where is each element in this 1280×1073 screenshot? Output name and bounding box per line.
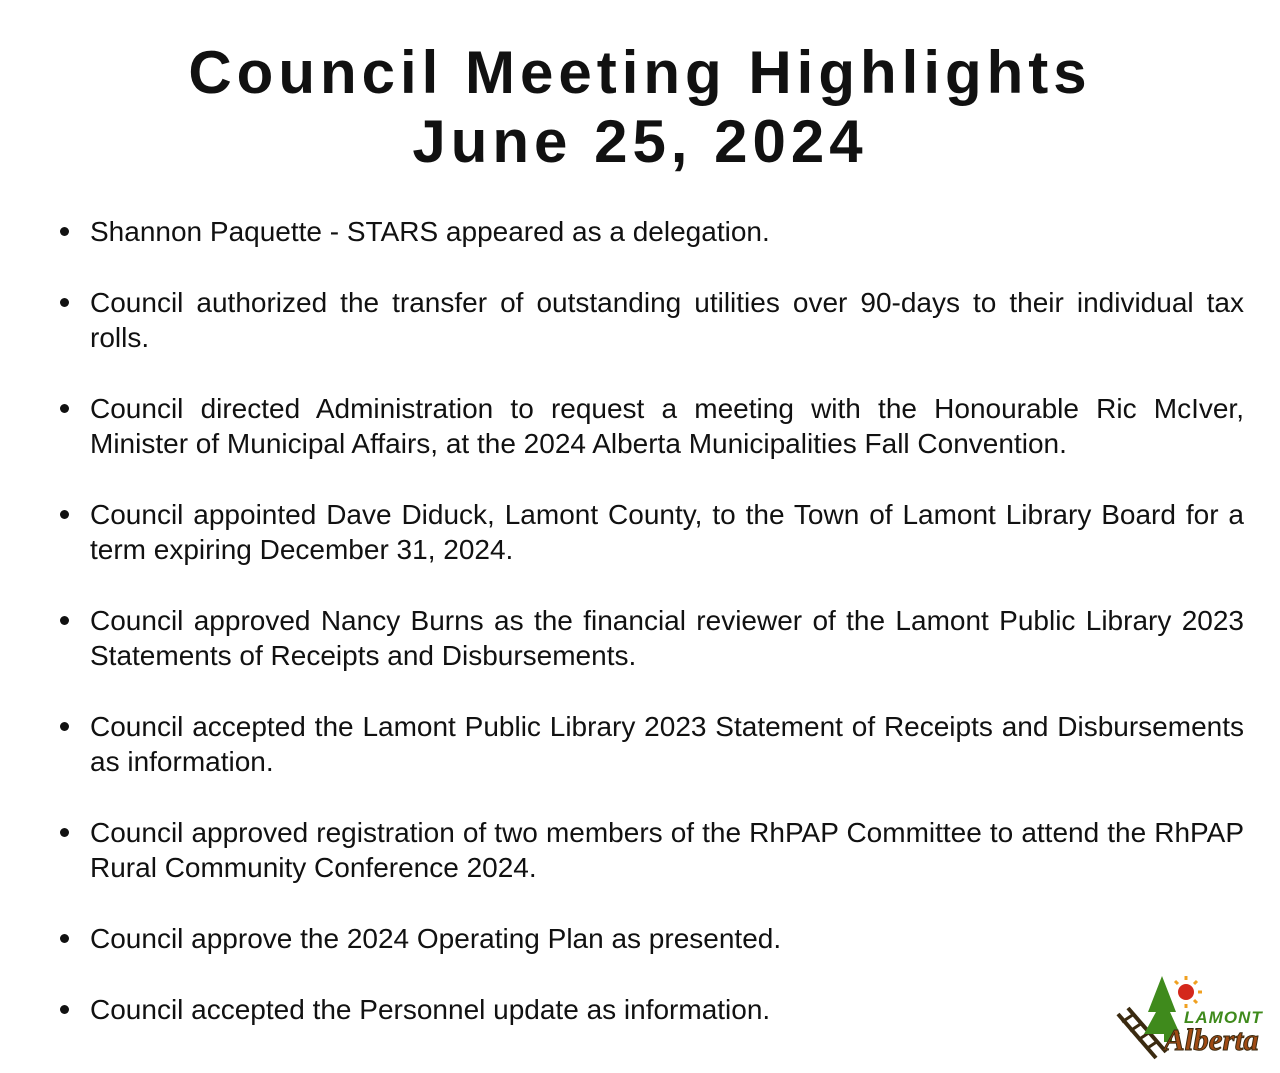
highlight-item xyxy=(60,992,1244,1027)
title-block xyxy=(0,38,1280,176)
highlight-text: Council approved Nancy Burns as the financial reviewer of the Lamont Public Library 2023 Statements of Receipts and Disbursements. xyxy=(90,605,1244,671)
bullet-icon xyxy=(60,1005,69,1014)
highlight-item xyxy=(60,709,1244,779)
bullet-icon xyxy=(60,934,69,943)
highlight-text: Council accepted the Lamont Public Library 2023 Statement of Receipts and Disbursements as information. xyxy=(90,711,1244,777)
highlight-item xyxy=(60,815,1244,885)
highlight-item xyxy=(60,214,1244,249)
highlight-item xyxy=(60,391,1244,461)
highlight-item xyxy=(60,497,1244,567)
bullet-icon xyxy=(60,722,69,731)
logo-text-lamont: LAMONT xyxy=(1184,1008,1263,1027)
bullet-icon xyxy=(60,227,69,236)
highlight-text: Council appointed Dave Diduck, Lamont County, to the Town of Lamont Library Board for a term expiring December 31, 2024. xyxy=(90,499,1244,565)
bullet-icon xyxy=(60,298,69,307)
highlight-text: Council authorized the transfer of outstanding utilities over 90-days to their individual tax rolls. xyxy=(90,287,1244,353)
highlight-text: Council approve the 2024 Operating Plan as presented. xyxy=(90,923,782,954)
sun-icon xyxy=(1175,976,1202,1008)
page-title: Council Meeting Highlights xyxy=(188,39,1092,106)
lamont-alberta-logo xyxy=(1112,972,1268,1060)
meeting-date: June 25, 2024 xyxy=(412,108,868,175)
bullet-icon xyxy=(60,510,69,519)
bullet-icon xyxy=(60,404,69,413)
highlight-text: Shannon Paquette - STARS appeared as a delegation. xyxy=(90,216,770,247)
highlight-text: Council approved registration of two members of the RhPAP Committee to attend the RhPAP Rural Community Conference 2024. xyxy=(90,817,1244,883)
bullet-icon xyxy=(60,616,69,625)
highlight-item xyxy=(60,603,1244,673)
highlight-text: Council accepted the Personnel update as information. xyxy=(90,994,771,1025)
highlight-text: Council directed Administration to request a meeting with the Honourable Ric McIver, Minister of Municipal Affairs, at the 2024 Alberta Municipalities Fall Convention. xyxy=(90,393,1244,459)
logo-text-alberta: Alberta xyxy=(1164,1022,1259,1057)
highlights-list xyxy=(60,214,1244,1027)
bullet-icon xyxy=(60,828,69,837)
highlight-item xyxy=(60,285,1244,355)
highlight-item xyxy=(60,921,1244,956)
